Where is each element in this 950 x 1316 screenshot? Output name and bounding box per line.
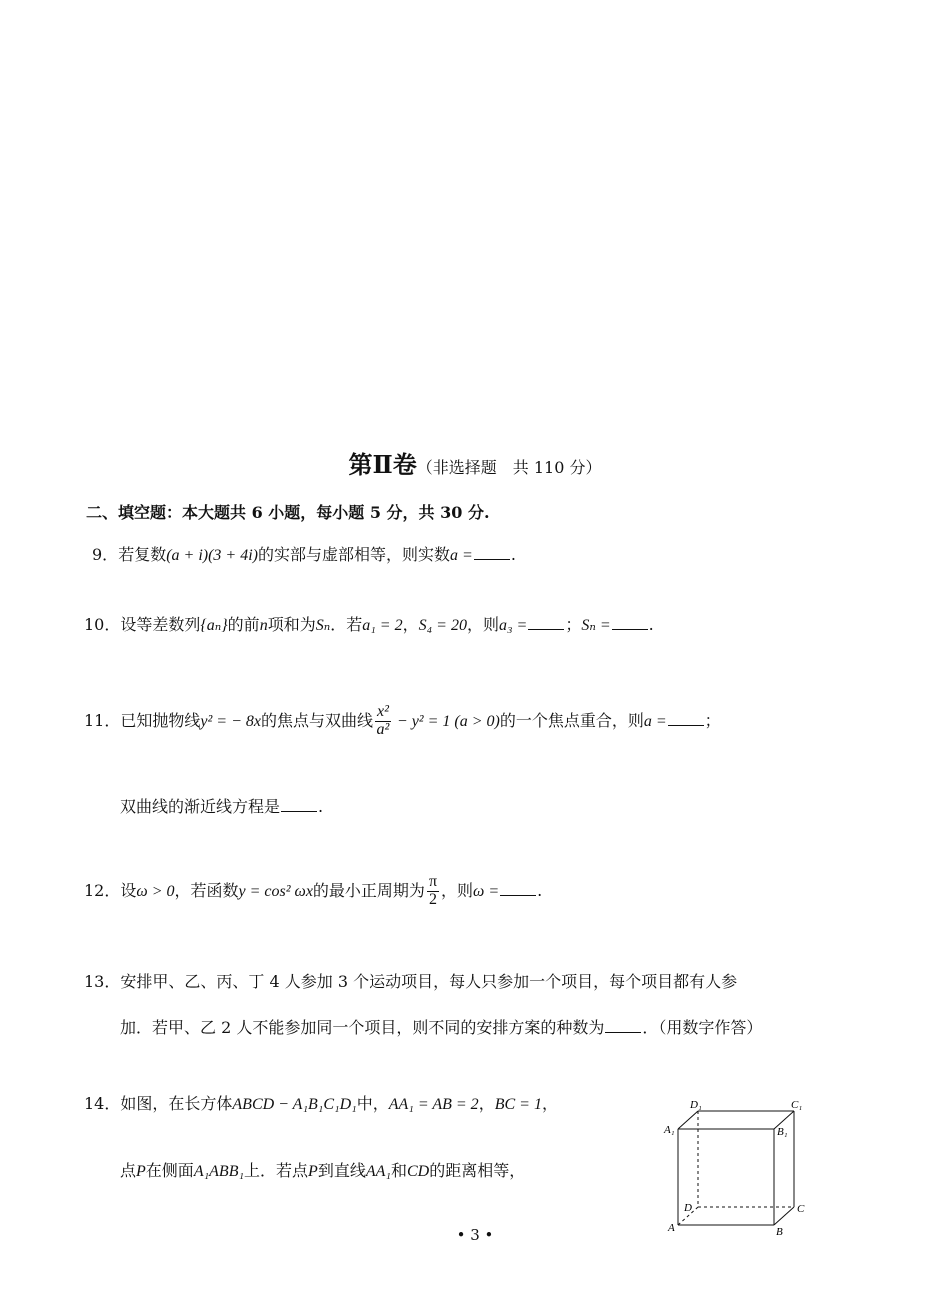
cuboid-figure bbox=[662, 1095, 812, 1240]
question-11-line-2 bbox=[120, 797, 323, 818]
edge-bc bbox=[774, 1207, 794, 1225]
q11-frac-num: x² bbox=[377, 703, 389, 720]
q10-ask-2: Sₙ = bbox=[581, 617, 611, 634]
q12-end: . bbox=[537, 880, 543, 900]
q11-end-1: ； bbox=[704, 710, 721, 730]
q10-answer-blank-1 bbox=[528, 615, 564, 630]
q12-frac-den: 2 bbox=[428, 890, 437, 908]
q10-sep-1: ， bbox=[402, 615, 419, 634]
q11-frac-den: a² bbox=[376, 720, 390, 738]
label-a: A bbox=[668, 1222, 675, 1234]
q10-answer-blank-2 bbox=[612, 615, 648, 630]
q9-text-2: 的实部与虚部相等，则实数 bbox=[258, 545, 451, 564]
page-number: • 3 • bbox=[456, 1226, 494, 1244]
label-a1: A₁ bbox=[664, 1124, 675, 1136]
section-heading: 二、填空题：本大题共 6 小题，每小题 5 分，共 30 分. bbox=[86, 503, 490, 522]
q12-answer-blank bbox=[500, 881, 536, 896]
q10-sep-2: ； bbox=[565, 615, 582, 634]
q14-line-aa1: AA₁ bbox=[365, 1163, 391, 1180]
q9-expression: (a + i)(3 + 4i) bbox=[166, 547, 258, 564]
q12-text-1: 设 bbox=[120, 880, 137, 900]
q10-text-3: 项和为 bbox=[267, 615, 316, 634]
q10-sequence: {aₙ} bbox=[200, 617, 228, 634]
edge-a1d1 bbox=[678, 1111, 698, 1129]
q12-number: 12． bbox=[84, 880, 121, 900]
q14-point-p-2: P bbox=[308, 1163, 318, 1180]
q13-line-2b: ．（用数字作答） bbox=[642, 1018, 763, 1037]
q13-number: 13． bbox=[84, 972, 121, 991]
q14-text-1: 如图，在长方体 bbox=[120, 1094, 233, 1113]
q11-text-1: 已知抛物线 bbox=[120, 710, 201, 730]
q10-text-1: 设等差数列 bbox=[120, 615, 201, 634]
q9-end: . bbox=[510, 545, 516, 564]
q10-text-5: ，则 bbox=[466, 615, 499, 634]
q12-text-4: ，则 bbox=[441, 880, 474, 900]
q11-hyperbola-rest: − y² = 1 (a > 0) bbox=[392, 712, 500, 730]
label-c1: C₁ bbox=[791, 1099, 803, 1111]
q14-condition-1: AA₁ = AB = 2 bbox=[388, 1096, 479, 1113]
q14-end-1: ， bbox=[541, 1094, 558, 1113]
q14-condition-2: BC = 1 bbox=[494, 1096, 542, 1113]
q11-answer-blank-2 bbox=[281, 797, 317, 812]
label-b: B bbox=[776, 1226, 783, 1238]
q11-end-2: . bbox=[318, 797, 324, 816]
q12-ask: ω = bbox=[473, 882, 500, 900]
q11-text-3: 的一个焦点重合，则 bbox=[499, 710, 644, 730]
q13-line-1: 安排甲、乙、丙、丁 4 人参加 3 个运动项目，每人只参加一个项目，每个项目都有人参 bbox=[120, 972, 738, 991]
q10-ask-1: a₃ = bbox=[498, 617, 528, 634]
q12-frac-num: π bbox=[428, 873, 438, 890]
question-12 bbox=[84, 874, 542, 909]
q9-number: 9． bbox=[92, 545, 119, 564]
label-b1: B₁ bbox=[777, 1126, 788, 1138]
section-title bbox=[0, 445, 950, 480]
q10-text-4: ．若 bbox=[330, 615, 363, 634]
q11-fraction bbox=[375, 704, 391, 739]
q11-number: 11． bbox=[84, 710, 121, 730]
q14-face: A₁ABB₁ bbox=[193, 1163, 245, 1180]
q10-n: n bbox=[259, 617, 268, 634]
question-14 bbox=[84, 1094, 558, 1116]
q14-l2f: 的距离相等， bbox=[429, 1161, 526, 1180]
q12-text-3: 的最小正周期为 bbox=[312, 880, 425, 900]
q14-l2b: 在侧面 bbox=[145, 1161, 194, 1180]
q10-end: . bbox=[648, 615, 654, 634]
q10-sn: Sₙ bbox=[315, 617, 331, 634]
q9-text-1: 若复数 bbox=[118, 545, 167, 564]
q14-l2d: 到直线 bbox=[317, 1161, 366, 1180]
q11-ask: a = bbox=[643, 712, 667, 730]
question-13-line-2 bbox=[120, 1018, 762, 1039]
q10-number: 10． bbox=[84, 615, 121, 634]
q14-l2c: 上．若点 bbox=[244, 1161, 309, 1180]
q10-condition-2: S₄ = 20 bbox=[418, 617, 467, 634]
q11-parabola: y² = − 8x bbox=[200, 712, 261, 730]
question-9 bbox=[92, 545, 516, 567]
q11-answer-blank-1 bbox=[668, 711, 704, 726]
q14-text-2: 中， bbox=[356, 1094, 389, 1113]
q14-box: ABCD − A₁B₁C₁D₁ bbox=[232, 1096, 357, 1113]
question-13 bbox=[84, 972, 737, 993]
q10-text-2: 的前 bbox=[227, 615, 260, 634]
title-sub: （非选择题 共 110 分） bbox=[416, 458, 602, 477]
label-d: D bbox=[684, 1202, 692, 1214]
q14-l2a: 点 bbox=[120, 1161, 137, 1180]
q12-condition: ω > 0 bbox=[136, 882, 175, 900]
q9-answer-blank bbox=[474, 545, 510, 560]
q14-line-cd: CD bbox=[406, 1163, 430, 1180]
label-c: C bbox=[797, 1203, 805, 1215]
label-d1: D₁ bbox=[690, 1099, 702, 1111]
q13-line-2a: 加．若甲、乙 2 人不能参加同一个项目，则不同的安排方案的种数为 bbox=[120, 1018, 605, 1037]
q11-line-2: 双曲线的渐近线方程是 bbox=[120, 797, 281, 816]
question-14-line-2 bbox=[120, 1161, 525, 1183]
q13-answer-blank bbox=[605, 1018, 641, 1033]
question-10 bbox=[84, 615, 654, 637]
q14-l2e: 和 bbox=[390, 1161, 407, 1180]
q12-fraction bbox=[427, 874, 439, 909]
title-main: 第Ⅱ卷 bbox=[348, 450, 417, 479]
q14-number: 14． bbox=[84, 1094, 121, 1113]
q11-text-2: 的焦点与双曲线 bbox=[260, 710, 373, 730]
q14-point-p: P bbox=[136, 1163, 146, 1180]
q9-var: a = bbox=[450, 547, 473, 564]
q12-function: y = cos² ωx bbox=[238, 882, 313, 900]
q10-condition-1: a₁ = 2 bbox=[362, 617, 403, 634]
question-11 bbox=[84, 704, 721, 739]
q12-text-2: ，若函数 bbox=[174, 880, 239, 900]
q14-sep: ， bbox=[478, 1094, 495, 1113]
